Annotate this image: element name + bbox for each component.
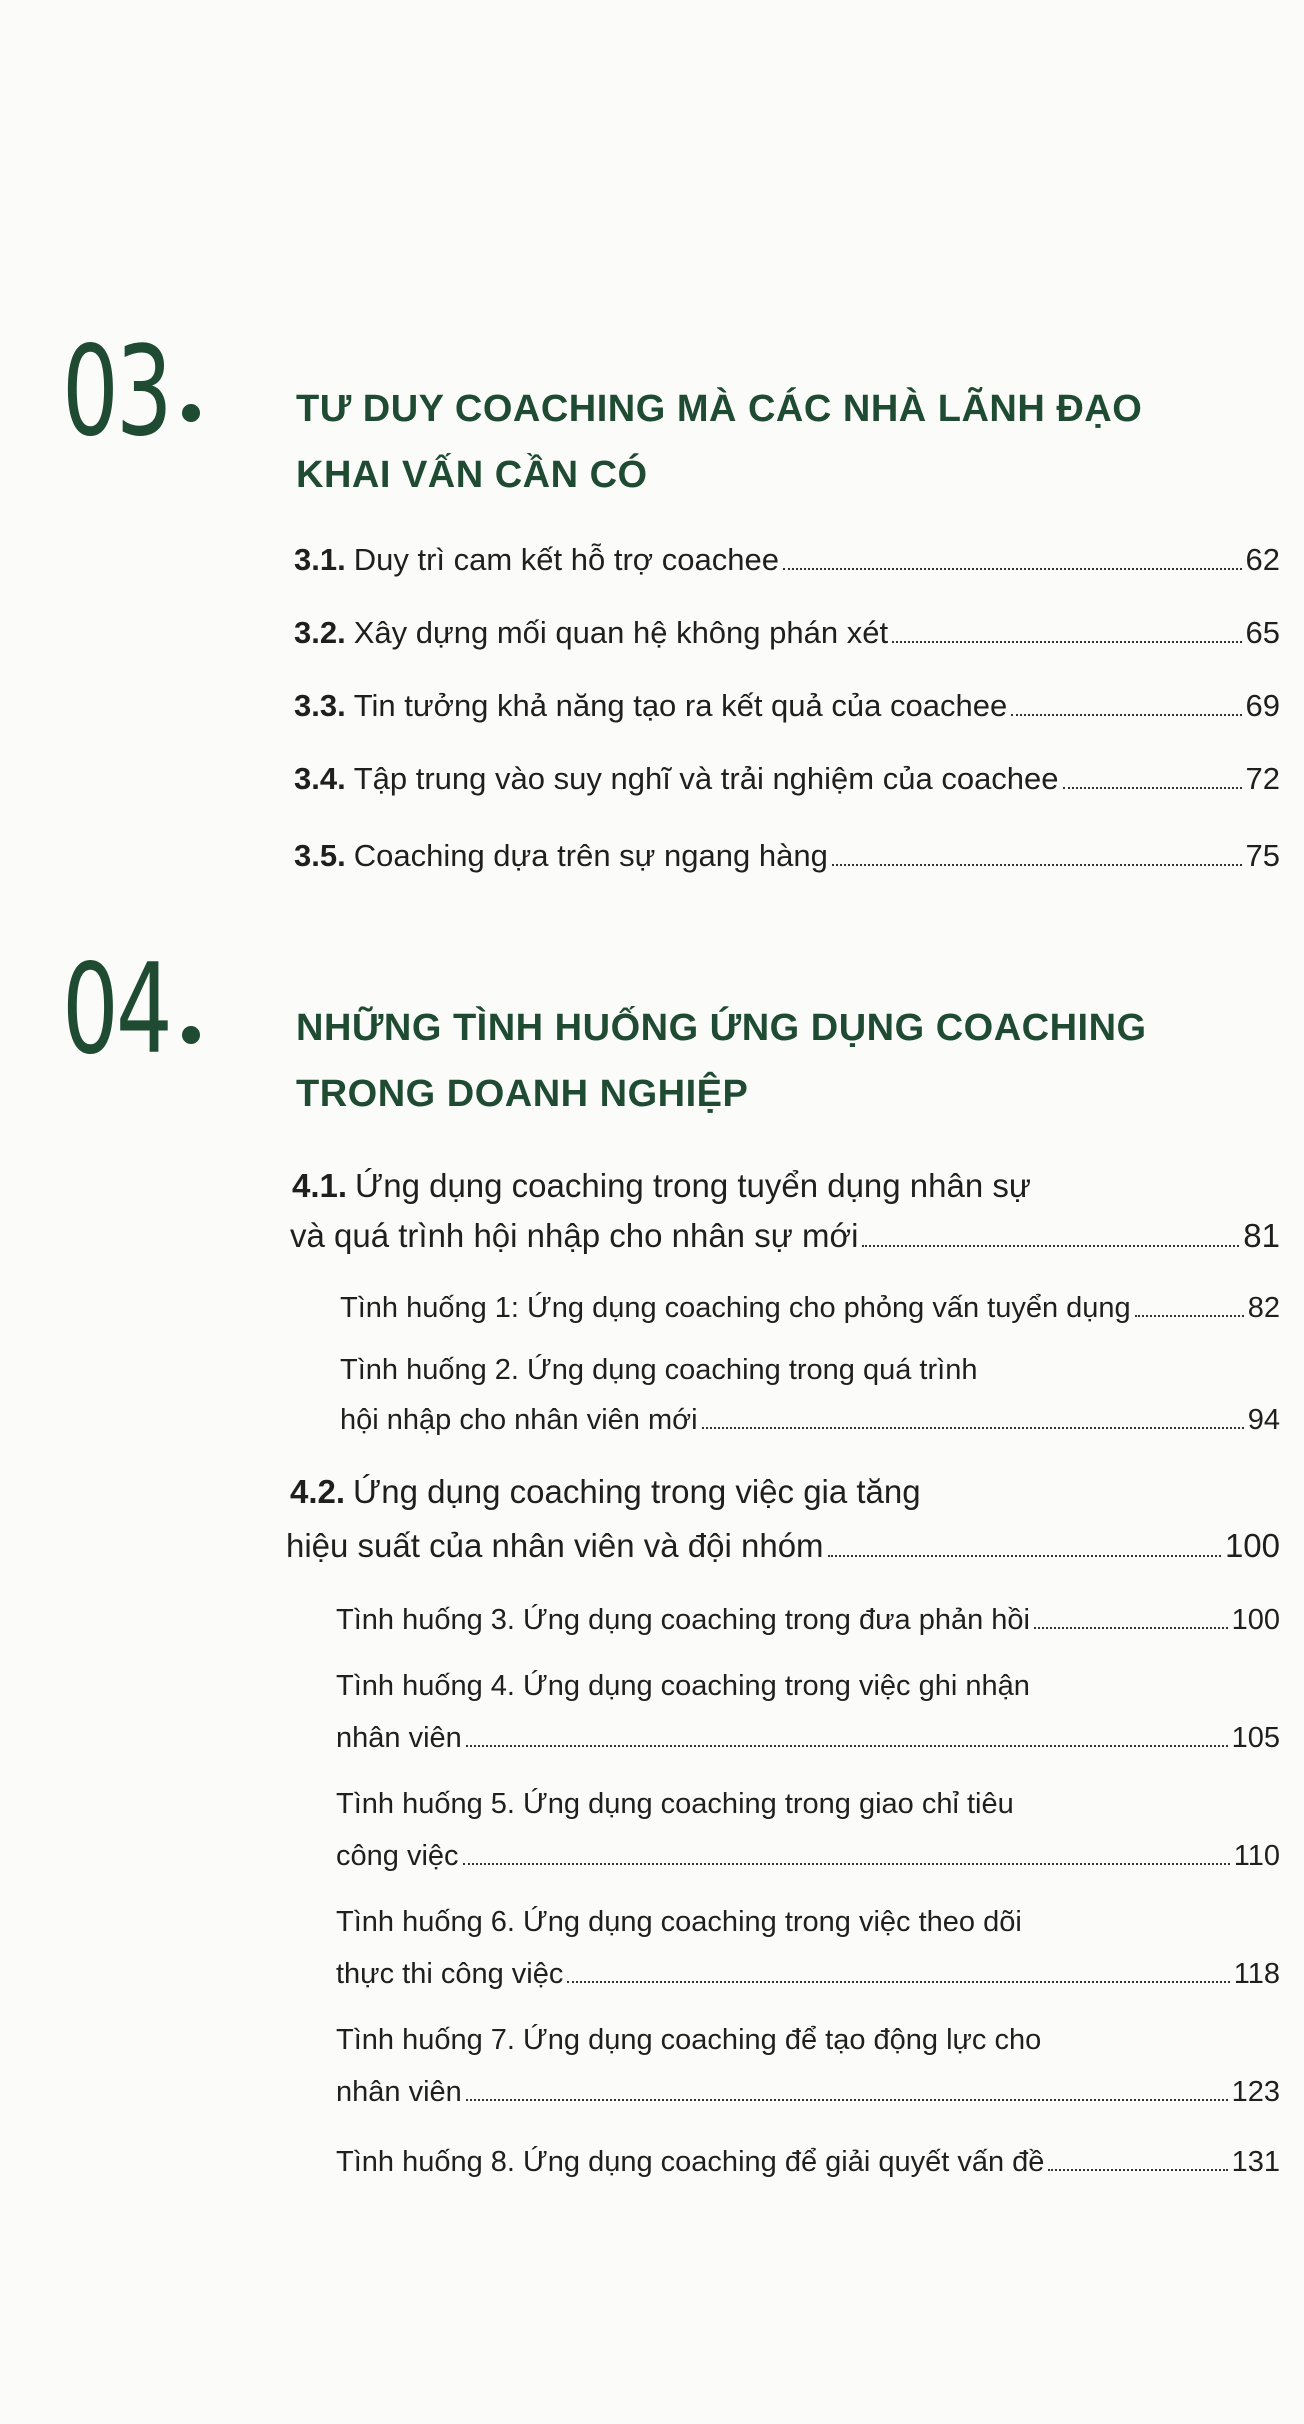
chapter-title-line: TRONG DOANH NGHIỆP: [296, 1073, 749, 1115]
entry-page: 82: [1247, 1292, 1280, 1324]
entry-page: 69: [1245, 688, 1280, 723]
section-title: Ứng dụng coaching trong tuyển dụng nhân sự: [355, 1167, 1031, 1204]
entry-title: Xây dựng mối quan hệ không phán xét: [353, 615, 889, 650]
entry-title: Duy trì cam kết hỗ trợ coachee: [353, 542, 779, 577]
leader-dots: [832, 864, 1242, 866]
toc-case[interactable]: [336, 1836, 1280, 1876]
entry-title: Tập trung vào suy nghĩ và trải nghiệm của coachee: [353, 761, 1059, 796]
toc-entry[interactable]: [294, 836, 1280, 876]
entry-page: 100: [1231, 1604, 1280, 1636]
toc-case[interactable]: [336, 2072, 1280, 2112]
toc-entry[interactable]: [294, 540, 1280, 580]
chapter-dot: [182, 1026, 200, 1044]
section-title: Ứng dụng coaching trong việc gia tăng: [353, 1473, 921, 1510]
entry-number: 3.1.: [294, 542, 346, 577]
chapter-title-line: TƯ DUY COACHING MÀ CÁC NHÀ LÃNH ĐẠO: [296, 388, 1143, 430]
toc-entry[interactable]: [294, 686, 1280, 726]
entry-page: 72: [1245, 761, 1280, 796]
section-heading[interactable]: [292, 1166, 1031, 1206]
toc-entry[interactable]: [286, 1526, 1280, 1566]
entry-number: 3.5.: [294, 838, 346, 873]
chapter-title-line: NHỮNG TÌNH HUỐNG ỨNG DỤNG COACHING: [296, 1007, 1147, 1049]
leader-dots: [1011, 714, 1241, 716]
entry-page: 123: [1231, 2076, 1280, 2108]
section-title-cont: hiệu suất của nhân viên và đội nhóm: [286, 1527, 824, 1564]
toc-case[interactable]: [336, 1954, 1280, 1994]
leader-dots: [783, 568, 1242, 570]
toc-entry[interactable]: [294, 613, 1280, 653]
toc-case[interactable]: [336, 1600, 1280, 1640]
leader-dots: [1048, 2169, 1227, 2171]
toc-case[interactable]: [340, 1288, 1280, 1328]
chapter-number-03: 03: [62, 320, 170, 464]
section-number: 4.1.: [292, 1167, 348, 1204]
entry-title: Tin tưởng khả năng tạo ra kết quả của coachee: [353, 688, 1008, 723]
entry-page: 75: [1245, 838, 1280, 873]
toc-entry[interactable]: [290, 1216, 1280, 1256]
case-title-cont: hội nhập cho nhân viên mới: [340, 1404, 698, 1436]
toc-case[interactable]: [336, 1718, 1280, 1758]
entry-page: 118: [1233, 1958, 1280, 1990]
chapter-number-04: 04: [62, 938, 170, 1082]
case-title[interactable]: Tình huống 2. Ứng dụng coaching trong quá trình: [340, 1354, 978, 1386]
case-title-cont: công việc: [336, 1840, 459, 1872]
entry-page: 94: [1247, 1404, 1280, 1436]
case-title[interactable]: Tình huống 6. Ứng dụng coaching trong việc theo dõi: [336, 1906, 1022, 1938]
case-title[interactable]: Tình huống 4. Ứng dụng coaching trong việc ghi nhận: [336, 1670, 1030, 1702]
leader-dots: [466, 1745, 1228, 1747]
leader-dots: [567, 1981, 1229, 1983]
chapter-dot: [182, 404, 200, 422]
entry-page: 100: [1224, 1527, 1280, 1564]
case-title-cont: nhân viên: [336, 2076, 462, 2108]
chapter-title-line: KHAI VẤN CẦN CÓ: [296, 454, 648, 496]
leader-dots: [892, 641, 1241, 643]
leader-dots: [828, 1555, 1221, 1557]
entry-number: 3.2.: [294, 615, 346, 650]
entry-page: 105: [1231, 1722, 1280, 1754]
chapter-title-03: [296, 376, 1256, 508]
toc-case[interactable]: [336, 2142, 1280, 2182]
leader-dots: [1135, 1315, 1244, 1317]
section-number: 4.2.: [290, 1473, 346, 1510]
entry-number: 3.4.: [294, 761, 346, 796]
case-title: Tình huống 3. Ứng dụng coaching trong đưa phản hồi: [336, 1604, 1030, 1636]
leader-dots: [862, 1245, 1239, 1247]
case-title-cont: thực thi công việc: [336, 1958, 564, 1990]
leader-dots: [463, 1863, 1230, 1865]
entry-page: 62: [1245, 542, 1280, 577]
section-heading[interactable]: [290, 1472, 921, 1512]
case-title-cont: nhân viên: [336, 1722, 462, 1754]
leader-dots: [1034, 1627, 1228, 1629]
entry-title: Coaching dựa trên sự ngang hàng: [353, 838, 828, 873]
section-title-cont: và quá trình hội nhập cho nhân sự mới: [290, 1217, 859, 1254]
entry-number: 3.3.: [294, 688, 346, 723]
case-title: Tình huống 1: Ứng dụng coaching cho phỏng vấn tuyển dụng: [340, 1292, 1131, 1324]
entry-page: 81: [1243, 1217, 1280, 1254]
case-title: Tình huống 8. Ứng dụng coaching để giải quyết vấn đề: [336, 2146, 1045, 2178]
leader-dots: [1063, 787, 1242, 789]
entry-page: 110: [1233, 1840, 1280, 1872]
toc-entry[interactable]: [294, 759, 1280, 799]
case-title[interactable]: Tình huống 5. Ứng dụng coaching trong giao chỉ tiêu: [336, 1788, 1014, 1820]
case-title[interactable]: Tình huống 7. Ứng dụng coaching để tạo động lực cho: [336, 2024, 1042, 2056]
leader-dots: [466, 2099, 1228, 2101]
leader-dots: [702, 1427, 1244, 1429]
entry-page: 65: [1245, 615, 1280, 650]
entry-page: 131: [1231, 2146, 1280, 2178]
toc-case[interactable]: [340, 1400, 1280, 1440]
chapter-title-04: [296, 995, 1256, 1127]
